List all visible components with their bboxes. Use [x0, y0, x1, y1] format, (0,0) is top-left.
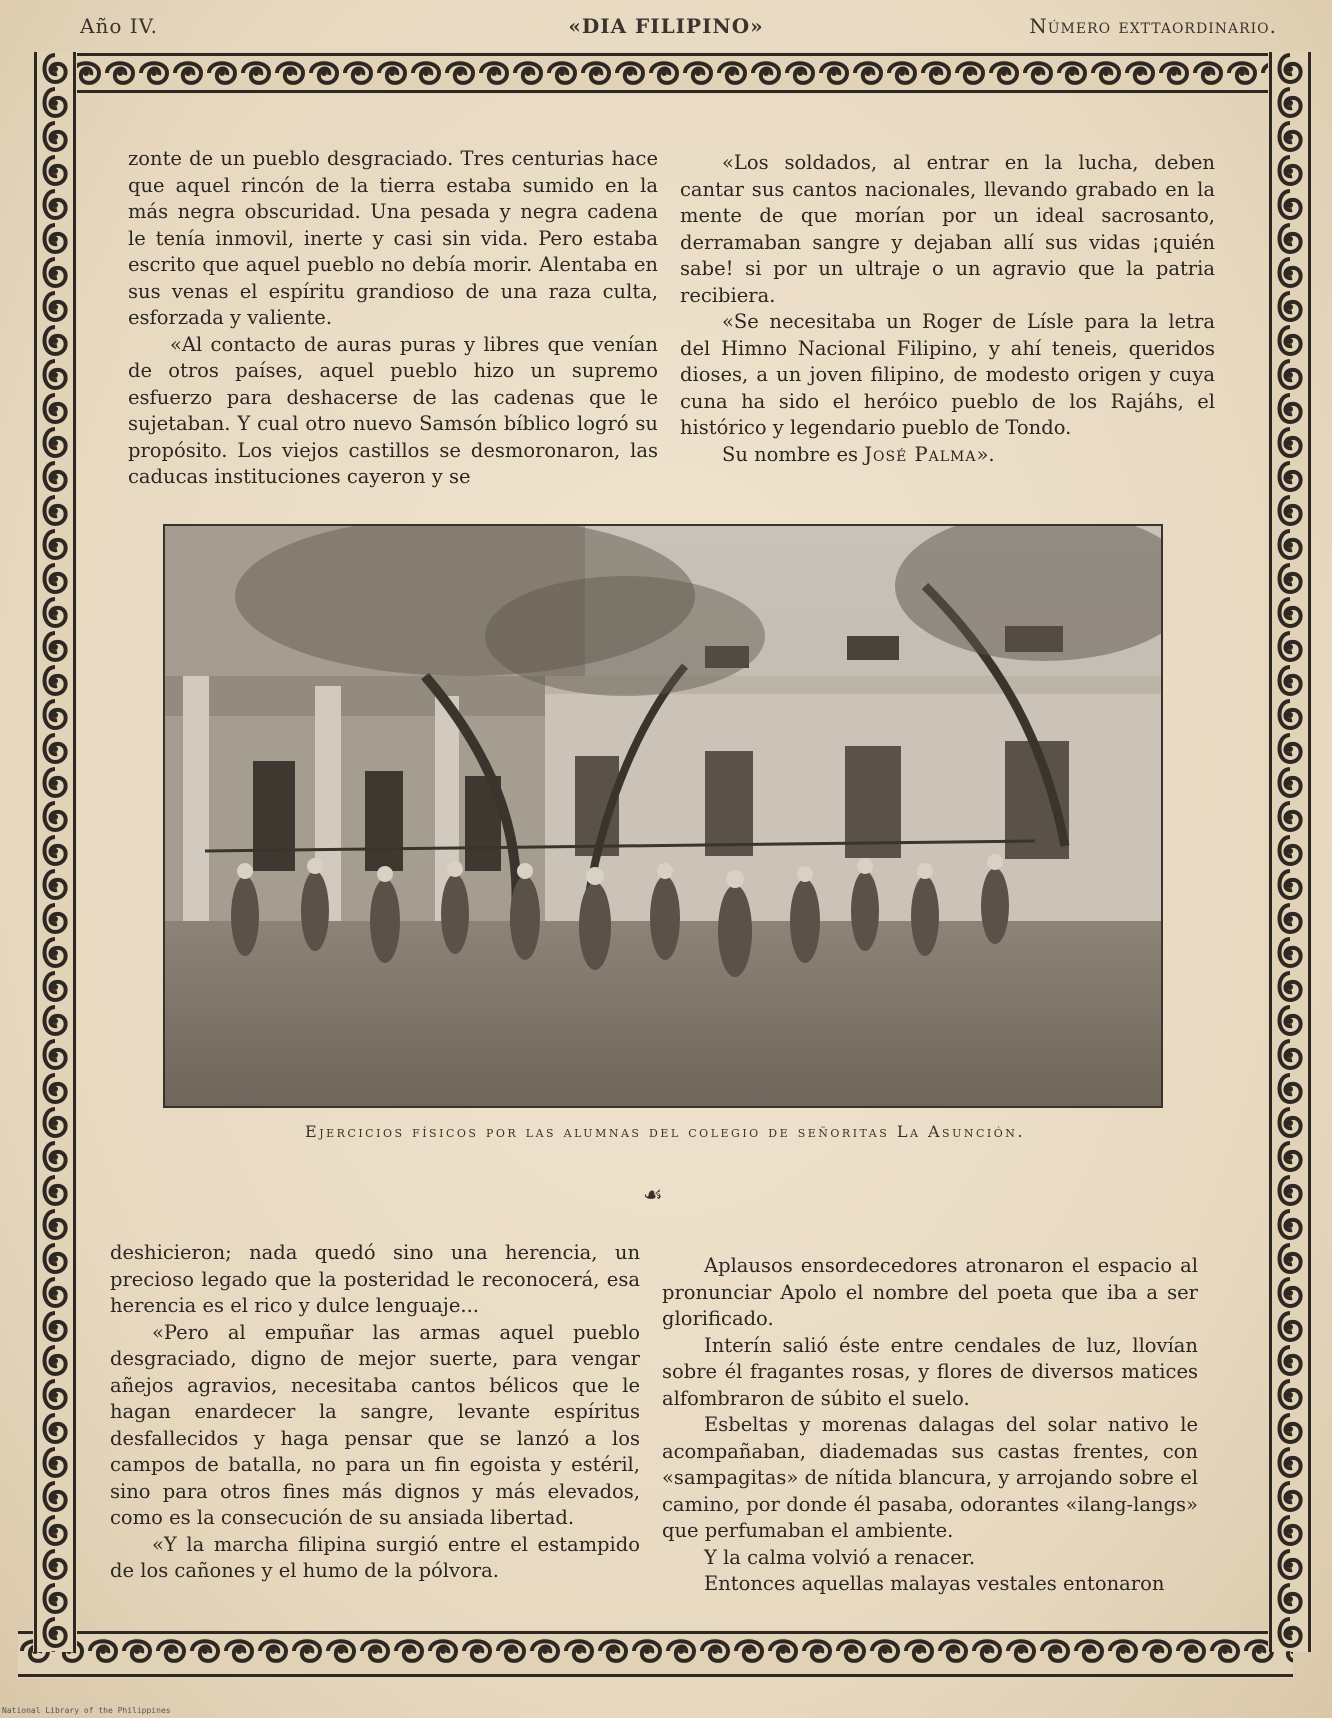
header-title: «DIA FILIPINO»: [568, 14, 764, 38]
paragraph: «Pero al empuñar las armas aquel pueblo desgraciado, digno de mejor suerte, para vengar añejos agravios, necesitaba cantos bélicos que le hagan enardecer la sangre, levante espíritus desfallecidos y haga pensar que se lanzó a los campos de batalla, no para un fin egoista y estéril, sino para otros fines más dignos y más elevados, como es la consecución de su ansiada libertad.: [110, 1320, 640, 1529]
poet-name: José Palma: [864, 442, 977, 466]
paragraph: «Los soldados, al entrar en la lucha, deben cantar sus cantos nacionales, llevando grabado en la mente de que morían por un ideal sacrosanto, derramaban sangre y dejaban allí sus vidas ¡quién sabe! si por un ultraje o un agravio que la patria recibiera.: [680, 151, 1215, 307]
ornamental-border-top: [35, 52, 1310, 94]
paragraph: zonte de un pueblo desgraciado. Tres centurias hace que aquel rincón de la tierra estaba sumido en la más negra obscuridad. Una pesada y negra cadena le tenía inmovil, inerte y casi sin vida. Pero estaba escrito que aquel pueblo no debía morir. Alentaba en sus venas el espíritu grandioso de una raza culta, esforzada y valiente.: [128, 147, 658, 329]
fleuron-ornament: ☙: [643, 1183, 663, 1208]
photo-caption: Ejercicios físicos por las alumnas del colegio de señoritas La Asunción.: [305, 1122, 1025, 1141]
paragraph: Entonces aquellas malayas vestales entonaron: [704, 1572, 1165, 1595]
paragraph: «Y la marcha filipina surgió entre el estampido de los cañones y el humo de la pólvora.: [110, 1532, 640, 1582]
paragraph: Interín salió éste entre cendales de luz, llovían sobre él fragantes rosas, y flores de diversos matices alfombraron de súbito el suelo.: [662, 1333, 1198, 1410]
ornamental-border-left: [33, 52, 77, 1652]
photograph: [163, 524, 1163, 1108]
text-column-top-left: [128, 146, 658, 491]
paragraph: deshicieron; nada quedó sino una herencia, un precioso legado que la posteridad le reconocerá, esa herencia es el rico y dulce lenguaje...: [110, 1241, 640, 1317]
paragraph: Esbeltas y morenas dalagas del solar nativo le acompañaban, diademadas sus castas frentes, con «sampagitas» de nítida blancura, y arrojando sobre el camino, por donde él pasaba, odorantes «ilang-langs» que perfumaban el ambiente.: [662, 1413, 1198, 1542]
paragraph: «Se necesitaba un Roger de Lísle para la letra del Himno Nacional Filipino, y ahí teneis, queridos dioses, a un joven filipino, de modesto origen y cuya cuna ha sido el heróico pueblo de los Rajáhs, el histórico y legendario pueblo de Tondo.: [680, 310, 1215, 439]
library-credit: National Library of the Philippines: [2, 1706, 171, 1715]
text-column-bottom-right: [662, 1253, 1198, 1598]
text-column-top-right: [680, 150, 1215, 468]
paragraph: «Al contacto de auras puras y libres que venían de otros países, aquel pueblo hizo un supremo esfuerzo para deshacerse de las cadenas que le sujetaban. Y cual otro nuevo Samsón bíblico logró su propósito. Los viejos castillos se desmoronaron, las caducas instituciones cayeron y se: [128, 332, 658, 488]
text: ».: [976, 442, 995, 466]
paragraph: Y la calma volvió a renacer.: [704, 1545, 976, 1569]
ornamental-border-right: [1268, 52, 1312, 1652]
paragraph-signature: [680, 442, 1215, 469]
text-column-bottom-left: [110, 1240, 640, 1585]
paragraph: Aplausos ensordecedores atronaron el espacio al pronunciar Apolo el nombre del poeta que iba a ser glorificado.: [662, 1254, 1198, 1330]
header-year: Año IV.: [80, 14, 158, 38]
ornamental-border-bottom: [18, 1630, 1293, 1678]
header-issue: Número exttaordinario.: [1029, 14, 1277, 38]
text: Su nombre es: [722, 442, 865, 466]
